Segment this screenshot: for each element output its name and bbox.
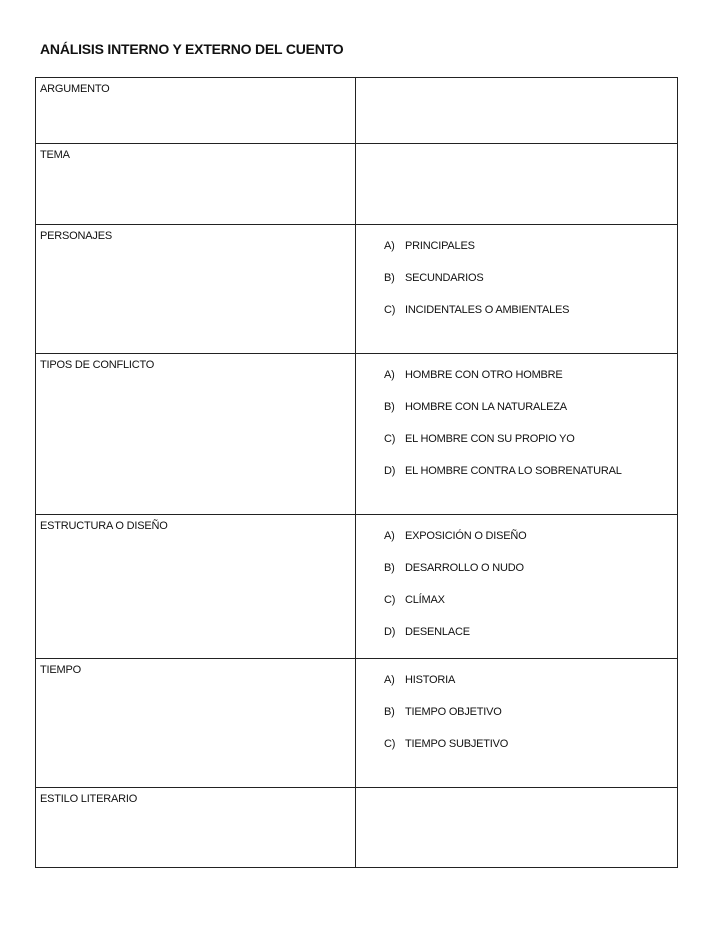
option-text: HOMBRE CON OTRO HOMBRE xyxy=(405,369,563,381)
options-cell-tipos-de-conflicto xyxy=(356,354,678,515)
option-item xyxy=(384,625,677,657)
option-item xyxy=(384,400,677,432)
option-marker: A) xyxy=(384,369,395,381)
row-label-personajes: PERSONAJES xyxy=(36,225,356,354)
options-list-personajes xyxy=(356,225,677,335)
option-text: HISTORIA xyxy=(405,674,456,686)
row-label-tipos-de-conflicto: TIPOS DE CONFLICTO xyxy=(36,354,356,515)
option-text: EL HOMBRE CONTRA LO SOBRENATURAL xyxy=(405,465,622,477)
option-item xyxy=(384,432,677,464)
option-text: EXPOSICIÓN O DISEÑO xyxy=(405,530,527,542)
table-row-tiempo xyxy=(36,659,678,788)
option-marker: A) xyxy=(384,530,395,542)
option-text: INCIDENTALES O AMBIENTALES xyxy=(405,304,570,316)
option-marker: C) xyxy=(384,594,396,606)
options-list-estructura-o-diseno xyxy=(356,515,677,657)
option-marker: A) xyxy=(384,674,395,686)
option-item xyxy=(384,561,677,593)
option-text: EL HOMBRE CON SU PROPIO YO xyxy=(405,433,575,445)
option-item xyxy=(384,705,677,737)
options-cell-tiempo xyxy=(356,659,678,788)
analysis-table xyxy=(35,77,678,868)
option-item xyxy=(384,239,677,271)
document-title: ANÁLISIS INTERNO Y EXTERNO DEL CUENTO xyxy=(40,41,344,57)
option-text: HOMBRE CON LA NATURALEZA xyxy=(405,401,567,413)
option-marker: D) xyxy=(384,626,396,638)
option-text: DESARROLLO O NUDO xyxy=(405,562,524,574)
option-text: DESENLACE xyxy=(405,626,470,638)
option-marker: C) xyxy=(384,738,396,750)
row-label-estructura-o-diseno: ESTRUCTURA O DISEÑO xyxy=(36,515,356,659)
table-row-argumento xyxy=(36,78,678,144)
option-marker: B) xyxy=(384,272,395,284)
option-item xyxy=(384,593,677,625)
table-row-estilo-literario xyxy=(36,788,678,868)
option-text: PRINCIPALES xyxy=(405,240,475,252)
option-item xyxy=(384,271,677,303)
options-list-tipos-de-conflicto xyxy=(356,354,677,496)
option-marker: B) xyxy=(384,401,395,413)
option-marker: A) xyxy=(384,240,395,252)
option-marker: B) xyxy=(384,562,395,574)
option-item xyxy=(384,529,677,561)
option-item xyxy=(384,673,677,705)
options-cell-estructura-o-diseno xyxy=(356,515,678,659)
option-item xyxy=(384,303,677,335)
option-item xyxy=(384,368,677,400)
option-item xyxy=(384,464,677,496)
row-label-estilo-literario: ESTILO LITERARIO xyxy=(36,788,356,868)
row-label-tema: TEMA xyxy=(36,144,356,225)
options-cell-personajes xyxy=(356,225,678,354)
option-text: TIEMPO OBJETIVO xyxy=(405,706,502,718)
option-marker: B) xyxy=(384,706,395,718)
option-text: TIEMPO SUBJETIVO xyxy=(405,738,509,750)
row-label-argumento: ARGUMENTO xyxy=(36,78,356,144)
option-marker: C) xyxy=(384,433,396,445)
table-row-estructura-o-diseno xyxy=(36,515,678,659)
option-text: CLÍMAX xyxy=(405,594,445,606)
answer-cell-argumento[interactable] xyxy=(356,78,678,144)
answer-cell-estilo-literario[interactable] xyxy=(356,788,678,868)
option-marker: D) xyxy=(384,465,396,477)
table-row-tipos-de-conflicto xyxy=(36,354,678,515)
table-row-tema xyxy=(36,144,678,225)
option-text: SECUNDARIOS xyxy=(405,272,484,284)
row-label-tiempo: TIEMPO xyxy=(36,659,356,788)
option-item xyxy=(384,737,677,769)
options-list-tiempo xyxy=(356,659,677,769)
option-marker: C) xyxy=(384,304,396,316)
answer-cell-tema[interactable] xyxy=(356,144,678,225)
table-row-personajes xyxy=(36,225,678,354)
